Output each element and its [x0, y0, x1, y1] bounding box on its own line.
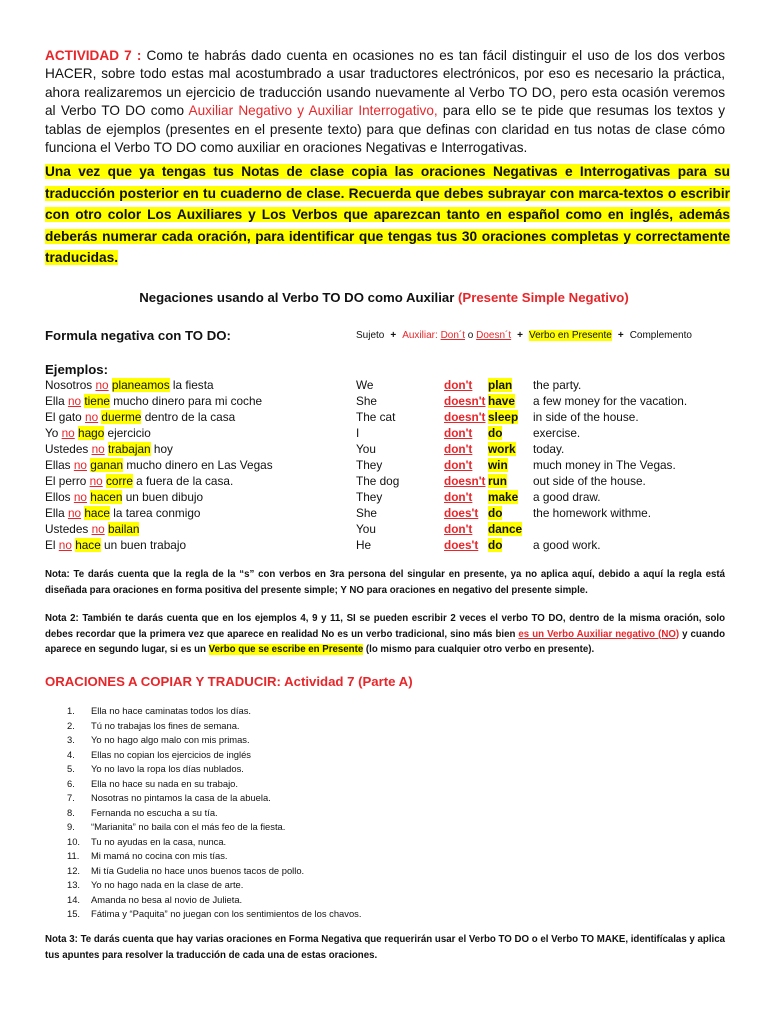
- intro-text-end: para ello se te pide que resumas los textos y tablas de ejemplos (presentes en el presente texto) para que definas con claridad en tus notas de clase cómo funciona el Verbo TO DO como auxiliar en oraciones Negativas e Interrogativas.: [45, 103, 725, 156]
- section-title-red: (Presente Simple Negativo): [458, 290, 629, 305]
- note-2: Nota 2: También te darás cuenta que en los ejemplos 4, 9 y 11, SI se pueden escribir 2 veces el verbo TO DO, dentro de la misma oración, solo debes recordar que la primera vez que aparece en realidad No es un verbo tradicional, sino más bien es un Verbo Auxiliar negativo (NO) y cuando aparece en segundo lugar, si es un Verbo que se escribe en Presente (lo mismo para cualquier otro verbo en presente).: [45, 613, 725, 655]
- document-page: ACTIVIDAD 7 : Como te habrás dado cuenta en ocasiones no es tan fácil distinguir el uso de los dos verbos HACER, sobre todo estas mal acostumbrado a usar traductores electrónicos, por eso es necesario la práctica, ahora realizaremos un ejercicio de traducción usando nuevamente al Verbo TO DO, pero esta ocasión veremos al Verbo TO DO como Auxiliar Negativo y Auxiliar Interrogativo, para ello se te pide que resumas los textos y tablas de ejemplos (presentes en el presente texto) para que definas con claridad en tus notas de clase cómo funciona el Verbo TO DO como auxiliar en oraciones Negativas e Interrogativas. Una vez que ya tengas tus Notas de clase copia las oraciones Negativas e Interrogativas para su traducción posterior en tu cuaderno de clase. Recuerda que debes subrayar con marca-textos o escribir con otro color Los Auxiliares y Los Verbos que aparezcan tanto en español como en inglés, además deberás numerar cada oración, para identificar que tengas tus 30 oraciones completas y correctamente traducidas. Negaciones usando al Verbo TO DO como Auxiliar (Presente Simple Negativo) Formula negativa con TO DO: Sujeto + Auxiliar: Don´t o Doesn´t + Verbo en Presente + Complemento Ejemplos: Nosotros no planeamos la fiesta We don't plan the party. Ella no tiene mucho dinero para mi coche She doesn't have a few money for the vacation. El gato no duerme dentro de la casa The cat doesn't sleep in side of the house. Yo no hago ejercicio I don't do exercise. Ustedes no trabajan hoy You don't work today. Ellas no ganan mucho dinero en Las Vegas They don't win much money in The Vegas. El perro no corre a fuera de la casa. The dog doesn't run out side of the house. Ellos no hacen un buen dibujo They don't make a good draw. Ella no hace la tarea conmigo She does't do the homework withme. Ustedes no bailan You don't dance El no hace un buen trabajo He does't do a good work. Nota: Te darás cuenta que la regla de la “s” con verbos en 3ra persona del singular en presente, ya no aplica aquí, debido a aquí la regla está diseñada para oraciones en forma positiva del presente simple; Y NO para oraciones en negativo del presente simple. Nota 2: También te darás cuenta que en los ejemplos 4, 9 y 11, SI se pueden escribir 2 veces el verbo TO DO, dentro de la misma oración, solo debes recordar que la primera vez que aparece en realidad No es un verbo tradicional, sino más bien es un Verbo Auxiliar negativo (NO) y cuando aparece en segundo lugar, si es un Verbo que se escribe en Presente (lo mismo para cualquier otro verbo en presente). ORACIONES A COPIAR Y TRADUCIR: Actividad 7 (Parte A) 1. Ella no hace caminatas todos los días. 2. Tú no trabajas los fines de semana. 3. Yo no hago algo malo con mis primas. 4. Ellas no copian los ejercicios de inglés 5. Yo no lavo la ropa los días nublados. 6. Ella no hace su nada en su trabajo. 7. Nosotras no pintamos la casa de la abuela. 8. Fernanda no escucha a su tía. 9. “Marianita” no baila con el más feo de la fiesta. 10. Tu no ayudas en la casa, nunca. 11. Mi mamá no cocina con mis tías. 12. Mi tía Gudelia no hace unos buenos tacos de pollo. 13. Yo no hago nada en la clase de arte. 14. Amanda no besa al novio de Julieta. 15. Fátima y “Paquita” no juegan con los sentimientos de los chavos. Nota 3: Te darás cuenta que hay varias oraciones en Forma Negativa que requerirán usar el Verbo TO DO o el Verbo TO MAKE, identifícalas y aplica tus apuntes para resolver la traducción de cada una de estas oraciones.: [0, 0, 768, 1024]
- formula: [356, 330, 692, 341]
- activity-heading: ACTIVIDAD 7 :: [45, 48, 142, 63]
- intro-paragraph: [45, 47, 725, 157]
- formula-label: Formula negativa con TO DO:: [45, 328, 231, 343]
- section-title-text: Negaciones usando al Verbo TO DO como Auxiliar: [139, 290, 458, 305]
- section-title: [0, 290, 768, 305]
- note-1: Nota: Te darás cuenta que la regla de la “s” con verbos en 3ra persona del singular en presente, ya no aplica aquí, debido a aquí la regla está diseñada para oraciones en forma positiva del presente simple; Y NO para oraciones en negativo del presente simple.: [45, 569, 725, 596]
- note-3: Nota 3: Te darás cuenta que hay varias oraciones en Forma Negativa que requerirán usar el Verbo TO DO o el Verbo TO MAKE, identifícalas y aplica tus apuntes para resolver la traducción de cada una de estas oraciones.: [45, 934, 725, 961]
- exercise-title: ORACIONES A COPIAR Y TRADUCIR: Actividad 7 (Parte A): [45, 674, 413, 689]
- formula-o: o: [467, 330, 474, 341]
- intro-red-text: Auxiliar Negativo y Auxiliar Interrogativo,: [188, 103, 438, 119]
- formula-aux-label: Auxiliar:: [402, 330, 438, 341]
- formula-plus: +: [617, 330, 624, 341]
- highlighted-instructions: [45, 161, 730, 269]
- formula-complement: Complemento: [629, 330, 692, 341]
- formula-subject: Sujeto: [356, 330, 385, 341]
- formula-plus: +: [390, 330, 397, 341]
- examples-label: Ejemplos:: [45, 362, 109, 377]
- intro-text: Como te habrás dado cuenta en ocasiones no es tan fácil distinguir el uso de los dos verbos HACER, sobre todo estas mal acostumbrado a usar traductores electrónicos, por eso es necesario la práctica, ahora realizaremos un ejercicio de traducción usando nuevamente al Verbo TO DO, pero esta ocasión veremos al Verbo TO DO como: [45, 48, 725, 119]
- formula-dont: Don´t: [440, 330, 466, 341]
- highlighted-text: Una vez que ya tengas tus Notas de clase copia las oraciones Negativas e Interrogativas para su traducción posterior en tu cuaderno de clase. Recuerda que debes subrayar con marca-textos o escribir con otro color Los Auxiliares y Los Verbos que aparezcan tanto en español como en inglés, además deberás numerar cada oración, para identificar que tengas tus 30 oraciones completas y correctamente traducidas.: [45, 164, 730, 265]
- formula-verb: Verbo en Presente: [529, 330, 612, 341]
- formula-doesnt: Doesn´t: [476, 330, 512, 341]
- formula-plus: +: [517, 330, 523, 341]
